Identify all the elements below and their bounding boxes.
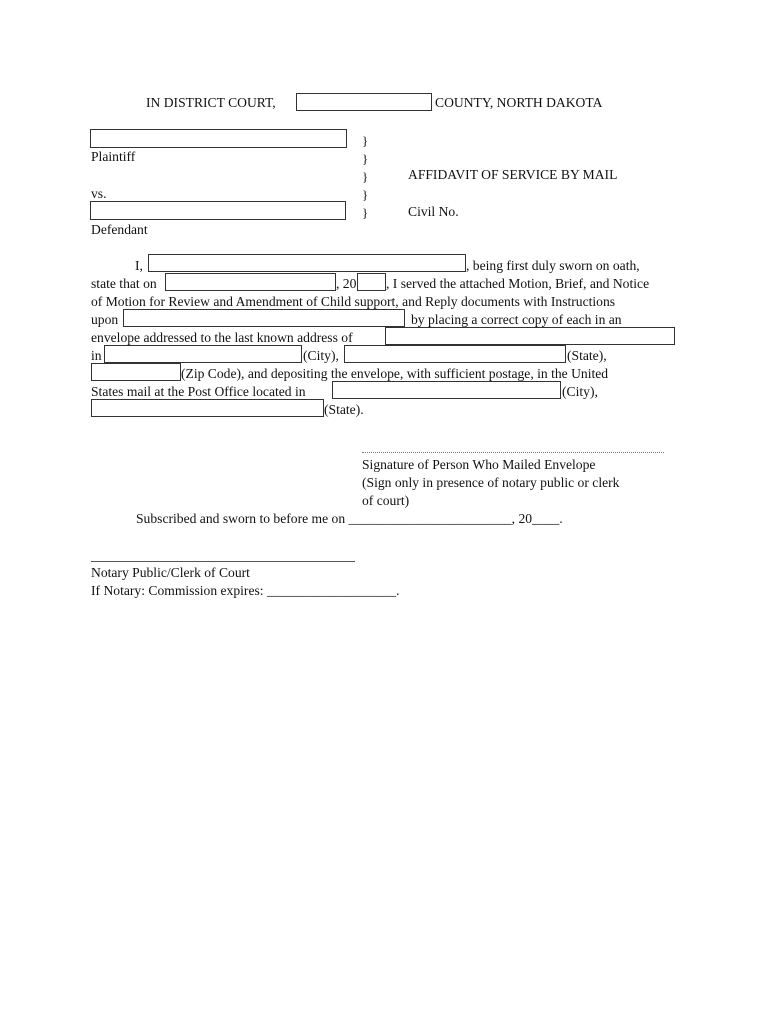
zip-input[interactable] — [91, 363, 181, 381]
court-prefix: IN DISTRICT COURT, — [146, 95, 276, 110]
zip-text: (Zip Code), and depositing the envelope, with sufficient postage, in the United — [181, 366, 609, 381]
state-that-on-text: state that on — [91, 276, 157, 291]
upon-label: upon — [91, 312, 119, 327]
service-date-input[interactable] — [165, 273, 336, 291]
signature-note: (Sign only in presence of notary public or clerk — [362, 475, 620, 490]
post-office-state-input[interactable] — [91, 399, 324, 417]
city-label: (City), — [303, 348, 339, 363]
notary-title: Notary Public/Clerk of Court — [91, 565, 250, 580]
caption-brace: } — [362, 205, 369, 220]
post-office-city-label: (City), — [562, 384, 598, 399]
plaintiff-label: Plaintiff — [91, 149, 136, 164]
envelope-text: envelope addressed to the last known address of — [91, 330, 353, 345]
motion-text: of Motion for Review and Amendment of Child support, and Reply documents with Instructions — [91, 294, 616, 309]
placing-text: by placing a correct copy of each in an — [411, 312, 622, 327]
recipient-address-input[interactable] — [385, 327, 675, 345]
state-label: (State), — [567, 348, 607, 363]
defendant-label: Defendant — [91, 222, 148, 237]
vs-label: vs. — [91, 186, 107, 201]
served-text: , I served the attached Motion, Brief, and Notice — [386, 276, 650, 291]
upon-input[interactable] — [123, 309, 405, 327]
caption-brace: } — [362, 133, 369, 148]
civil-no-label: Civil No. — [408, 204, 459, 219]
caption-brace: } — [362, 187, 369, 202]
signature-line — [362, 452, 664, 453]
i-label: I, — [135, 258, 143, 273]
post-office-text: States mail at the Post Office located in — [91, 384, 306, 399]
service-year-input[interactable] — [357, 273, 386, 291]
subscribed-text: Subscribed and sworn to before me on ________________________, 20____. — [136, 511, 563, 526]
post-office-city-input[interactable] — [332, 381, 561, 399]
year-prefix: , 20 — [336, 276, 357, 291]
sworn-text: , being first duly sworn on oath, — [466, 258, 640, 273]
in-label: in — [91, 348, 102, 363]
signature-note-cont: of court) — [362, 493, 410, 508]
city-input[interactable] — [104, 345, 302, 363]
document-title: AFFIDAVIT OF SERVICE BY MAIL — [408, 167, 618, 182]
court-suffix: COUNTY, NORTH DAKOTA — [435, 95, 603, 110]
caption-brace: } — [362, 151, 369, 166]
commission-text: If Notary: Commission expires: ___________________. — [91, 583, 400, 598]
post-office-state-label: (State). — [324, 402, 364, 417]
notary-signature-line — [91, 561, 355, 562]
affiant-name-input[interactable] — [148, 254, 466, 272]
plaintiff-input[interactable] — [90, 129, 347, 148]
county-input[interactable] — [296, 93, 432, 111]
caption-brace: } — [362, 169, 369, 184]
state-input[interactable] — [344, 345, 566, 363]
signature-caption: Signature of Person Who Mailed Envelope — [362, 457, 596, 472]
defendant-input[interactable] — [90, 201, 346, 220]
